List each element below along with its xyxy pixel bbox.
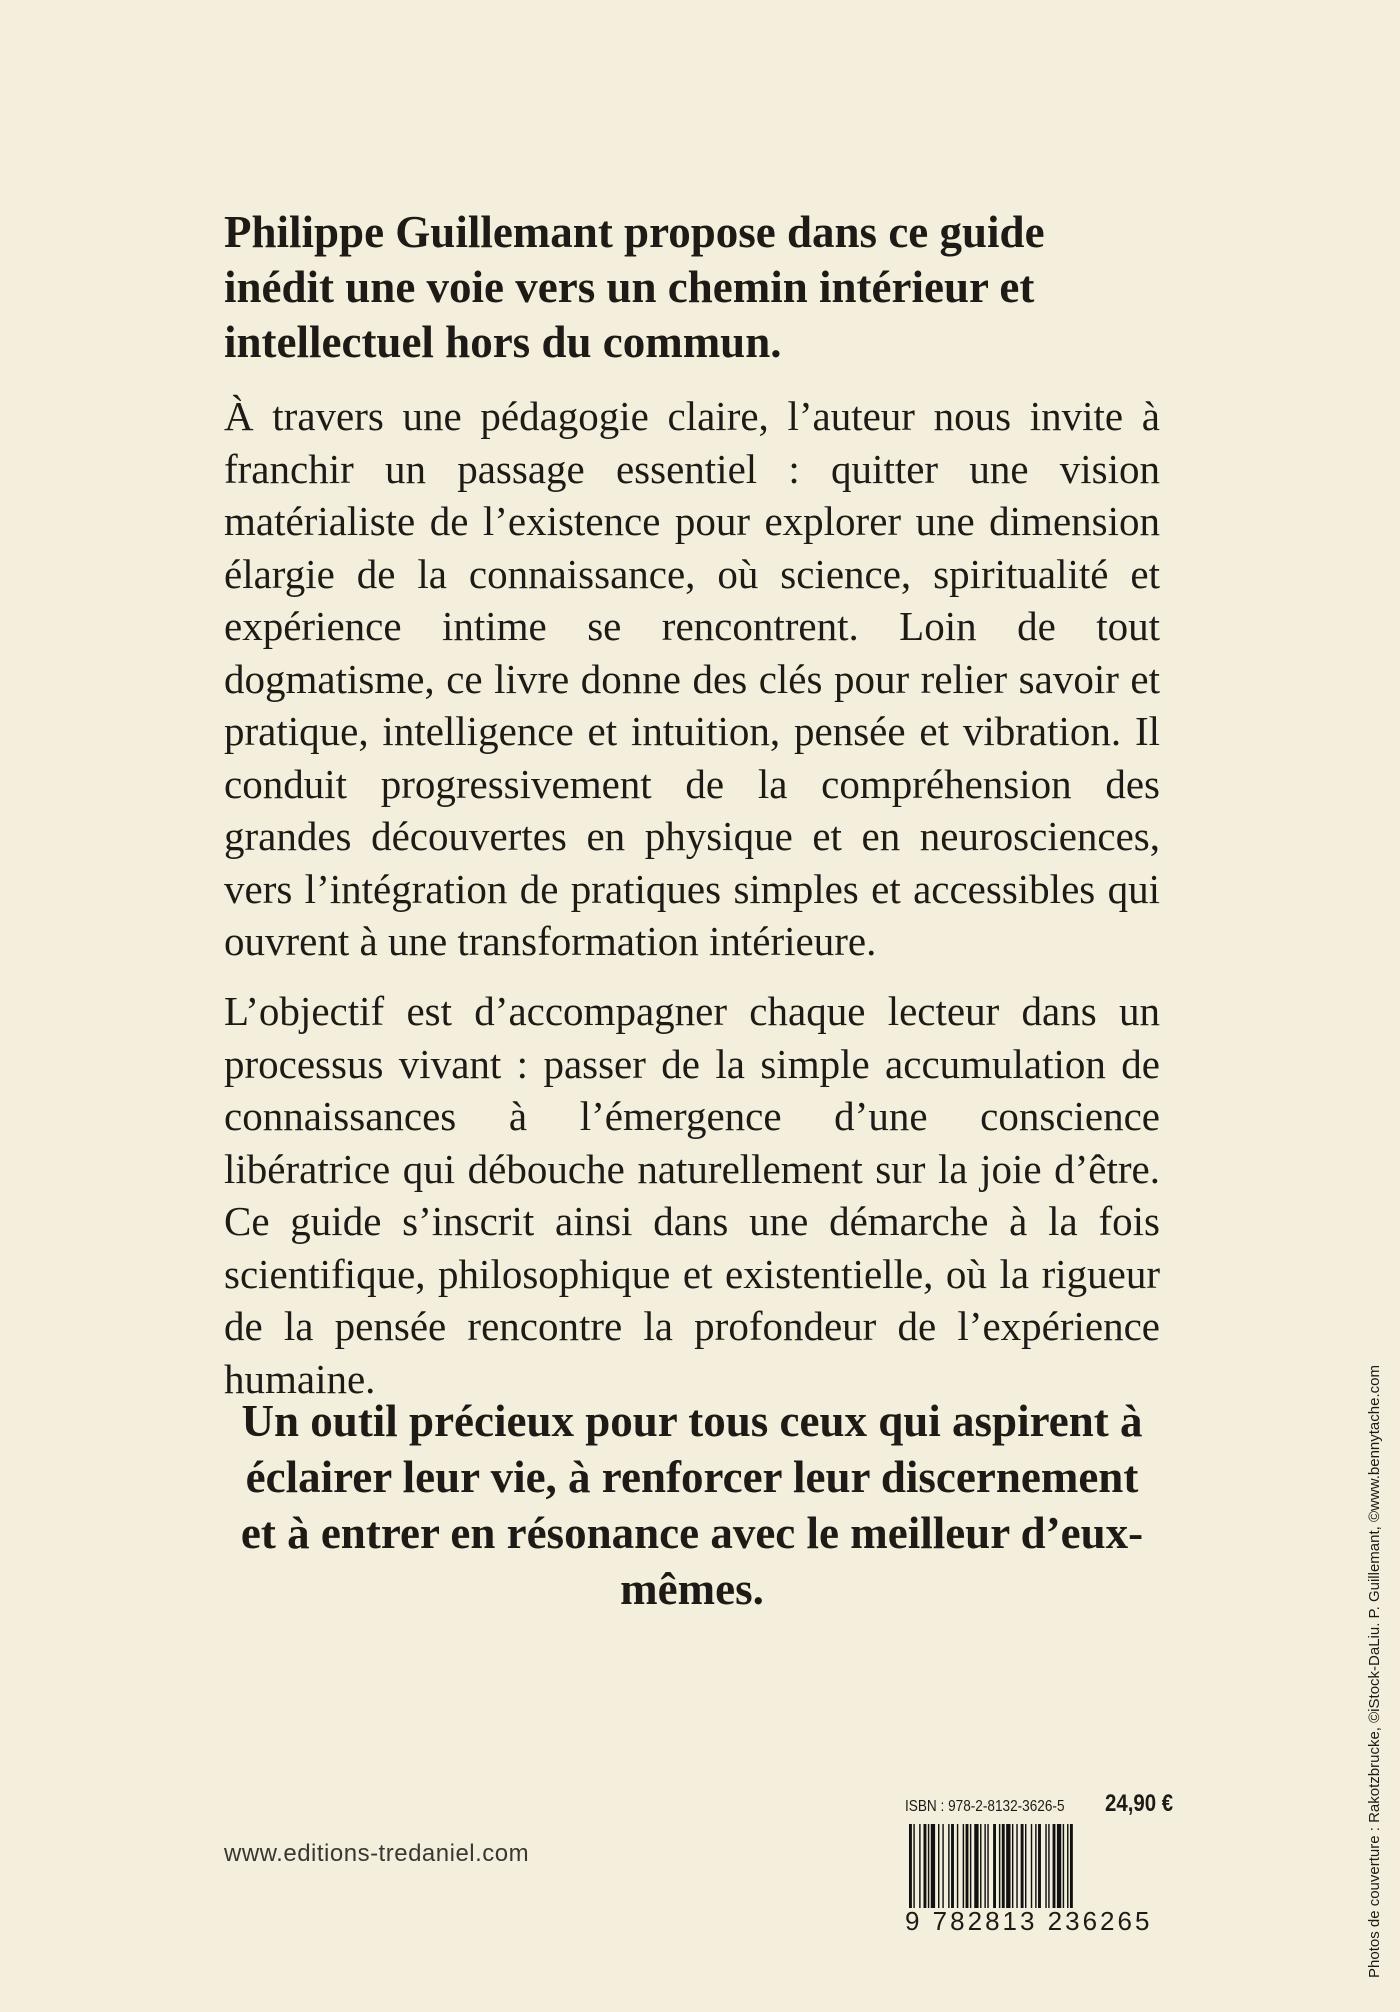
isbn-price-line	[905, 1790, 1173, 1820]
isbn: ISBN : 978-2-8132-3626-5	[905, 1798, 1065, 1815]
publisher-website: www.editions-tredaniel.com	[224, 1840, 530, 1867]
closing-statement: Un outil précieux pour tous ceux qui aspirent à éclairer leur vie, à renforcer leur discernement et à entrer en résonance avec le meilleur d’eux-mêmes.	[240, 1396, 1144, 1614]
price: 24,90 €	[1104, 1790, 1173, 1817]
barcode-number: 9 782813 236265	[905, 1906, 1153, 1936]
barcode-block	[905, 1790, 1173, 1937]
intro-paragraph: Philippe Guillemant propose dans ce guide inédit une voie vers un chemin intérieur et intellectuel hors du commun.	[224, 207, 1045, 367]
photo-credit: Photos de couverture : Rakotzbrucke, ©iStock-DaLiu. P. Guillemant, ©www.bennytache.com	[1366, 1365, 1383, 1978]
body-paragraph-1: À travers une pédagogie claire, l’auteur nous invite à franchir un passage essentiel : quitter une vision matérialiste de l’existence pour explorer une dimension élargie de la connaissance, où science, spiritualité et expérience intime se rencontrent. Loin de tout dogmatisme, ce livre donne des clés pour relier savoir et pratique, intelligence et intuition, pensée et vibration. Il conduit progressivement de la compréhension des grandes découvertes en physique et en neurosciences, vers l’intégration de pratiques simples et accessibles qui ouvrent à une transformation intérieure.	[224, 393, 1160, 964]
body-paragraph-2: L’objectif est d’accompagner chaque lecteur dans un processus vivant : passer de la simple accumulation de connaissances à l’émergence d’une conscience libératrice qui débouche naturellement sur la joie d’être. Ce guide s’inscrit ainsi dans une démarche à la fois scientifique, philosophique et existentielle, où la rigueur de la pensée rencontre la profondeur de l’expérience humaine.	[224, 988, 1160, 1402]
barcode-icon	[905, 1824, 1160, 1908]
